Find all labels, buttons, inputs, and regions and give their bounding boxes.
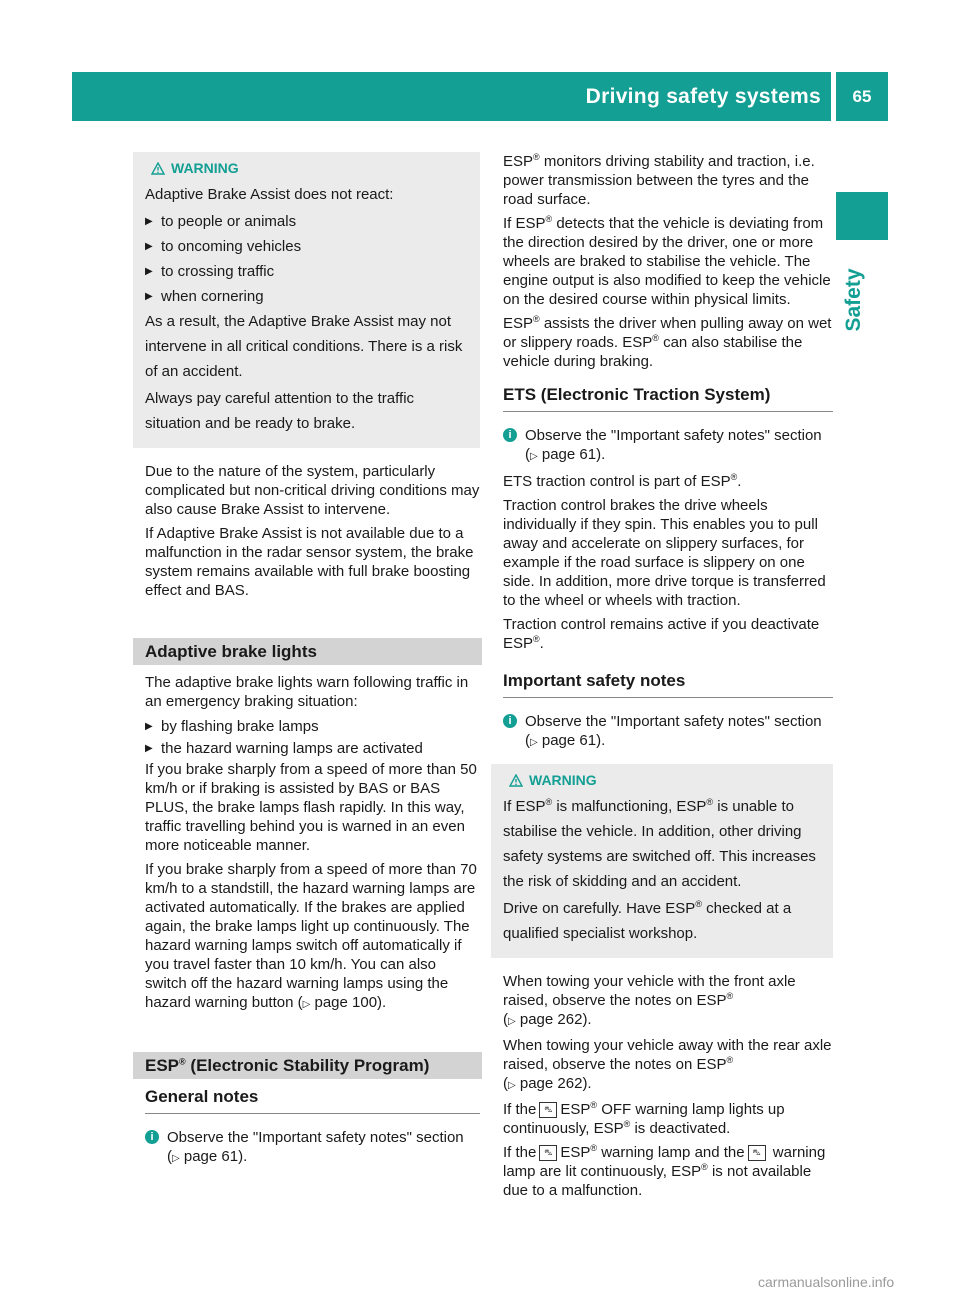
body-paragraph: If Adaptive Brake Assist is not available due to a malfunction in the radar sensor system, the brake system remains available with full brake boosting effect and BAS.: [145, 525, 474, 599]
body-paragraph: If you brake sharply from a speed of more than 70 km/h to a standstill, the hazard warning lamps are activated automatically. If the brakes are applied again, the brake lamps light up continuously. The hazard warning lamps switch off automatically if you travel faster than 10 km/h. You can also switch off the hazard warning lamps using the hazard warning button (▷ page 100).: [145, 861, 477, 1011]
chapter-tab: [836, 192, 888, 240]
body-paragraph: ESP® monitors driving stability and traction, i.e. power transmission between the tyres and the road surface.: [503, 152, 815, 208]
chapter-label: Safety: [842, 268, 865, 332]
body-paragraph: Due to the nature of the system, particularly complicated but non-critical driving conditions may also cause Brake Assist to intervene.: [145, 463, 480, 518]
list-item: ▶ to oncoming vehicles: [145, 234, 468, 259]
body-paragraph: When towing your vehicle with the front axle raised, observe the notes on ESP® (▷ page 262).: [503, 973, 796, 1028]
body-paragraph: If you brake sharply from a speed of more than 50 km/h or if braking is assisted by BAS or BAS PLUS, the brake lamps flash rapidly. In this way, traffic travelling behind you is warned in an even more noticeable manner.: [145, 761, 477, 854]
subheading-ets: ETS (Electronic Traction System): [503, 385, 833, 412]
page-reference[interactable]: page 262).: [519, 1075, 592, 1092]
warning-paragraph: Drive on carefully. Have ESP® checked at a qualified specialist workshop.: [503, 899, 792, 942]
body-paragraph: If ESP® detects that the vehicle is deviating from the direction desired by the driver, one or more wheels are braked to stabilise the vehicle. The engine output is also modified to keep the vehicle on the desired course within physical limits.: [503, 214, 831, 308]
warning-heading: [503, 770, 821, 790]
header-bar: [72, 72, 831, 121]
section-heading-esp: ESP® (Electronic Stability Program): [133, 1052, 482, 1079]
page-reference[interactable]: page 61).: [541, 446, 606, 463]
warning-box: [491, 764, 833, 958]
body-paragraph: Traction control brakes the drive wheels individually if they spin. This enables you to pull away and accelerate on slippery surfaces, for example if the road surface is slippery on one side. In addition, more drive torque is transferred to the wheel or wheels with traction.: [503, 497, 826, 609]
body-paragraph: Traction control remains active if you deactivate ESP®.: [503, 616, 820, 652]
footer-watermark: carmanualsonline.info: [758, 1274, 895, 1290]
info-note: i Observe the "Important safety notes" section (▷ page 61).: [145, 1128, 480, 1168]
page-ref-icon: ▷: [530, 451, 538, 462]
page-reference[interactable]: page 61).: [183, 1148, 248, 1165]
bullet-icon: ▶: [145, 291, 153, 302]
warning-triangle-icon: [151, 162, 165, 175]
list-item: ▶ when cornering: [145, 284, 468, 309]
bullet-icon: ▶: [145, 241, 153, 252]
body-paragraph: When towing your vehicle away with the rear axle raised, observe the notes on ESP® (▷ page 262).: [503, 1037, 832, 1092]
info-note: i Observe the "Important safety notes" section (▷ page 61).: [503, 712, 833, 752]
body-paragraph: ETS traction control is part of ESP®.: [503, 472, 742, 490]
list-item: ▶ to people or animals: [145, 209, 468, 234]
warning-label: WARNING: [529, 772, 597, 788]
warning-heading: [145, 158, 468, 178]
esp-off-lamp-icon: ⛍: [539, 1102, 557, 1118]
info-icon: i: [145, 1130, 159, 1144]
body-paragraph: The adaptive brake lights warn following traffic in an emergency braking situation:: [145, 674, 469, 710]
warning-intro: Adaptive Brake Assist does not react:: [145, 186, 394, 203]
bullet-icon: ▶: [145, 721, 153, 732]
warning-box: [133, 152, 480, 448]
esp-lamp-icon: ⛍: [539, 1145, 557, 1161]
page-reference[interactable]: page 100).: [314, 994, 387, 1011]
page-ref-icon: ▷: [530, 737, 538, 748]
list-item: ▶ the hazard warning lamps are activated: [145, 738, 480, 760]
bullet-icon: ▶: [145, 743, 153, 754]
body-paragraph: If the ⛍ ESP® OFF warning lamp lights up continuously, ESP® is deactivated.: [503, 1100, 785, 1137]
page-title: Driving safety systems: [585, 85, 821, 108]
page-reference[interactable]: page 262).: [519, 1011, 592, 1028]
bullet-icon: ▶: [145, 266, 153, 277]
body-paragraph: ESP® assists the driver when pulling away on wet or slippery roads. ESP® can also stabilise the vehicle during braking.: [503, 314, 832, 370]
subheading-general-notes: General notes: [145, 1087, 480, 1114]
warning-triangle-icon: [509, 774, 523, 787]
warning-paragraph: As a result, the Adaptive Brake Assist may not intervene in all critical conditions. There is a risk of an accident.: [145, 313, 463, 380]
list-item: ▶ to crossing traffic: [145, 259, 468, 284]
warning-paragraph: If ESP® is malfunctioning, ESP® is unable to stabilise the vehicle. In addition, other driving safety systems are switched off. This increases the risk of skidding and an accident.: [503, 797, 816, 890]
right-column: [503, 152, 833, 1205]
page-number: 65: [852, 87, 872, 106]
page-ref-icon: ▷: [172, 1153, 180, 1164]
esp-off-lamp-icon: ⛍: [748, 1145, 766, 1161]
warning-paragraph: Always pay careful attention to the traffic situation and be ready to brake.: [145, 390, 415, 432]
section-heading-brake-lights: Adaptive brake lights: [133, 638, 482, 665]
page-number-box: [836, 72, 888, 121]
page-ref-icon: ▷: [508, 1016, 516, 1027]
body-paragraph: If the ⛍ ESP® warning lamp and the ⛍ warning lamp are lit continuously, ESP® is not available due to a malfunction.: [503, 1143, 826, 1199]
warning-label: WARNING: [171, 160, 239, 176]
subheading-important-safety-notes: Important safety notes: [503, 671, 833, 698]
bullet-icon: ▶: [145, 216, 153, 227]
page-reference[interactable]: page 61).: [541, 732, 606, 749]
left-column: [145, 152, 480, 1174]
list-item: ▶ by flashing brake lamps: [145, 716, 480, 738]
page-ref-icon: ▷: [508, 1080, 516, 1091]
info-note: i Observe the "Important safety notes" section (▷ page 61).: [503, 426, 833, 466]
page-ref-icon: ▷: [302, 999, 311, 1010]
info-icon: i: [503, 714, 517, 728]
info-icon: i: [503, 428, 517, 442]
